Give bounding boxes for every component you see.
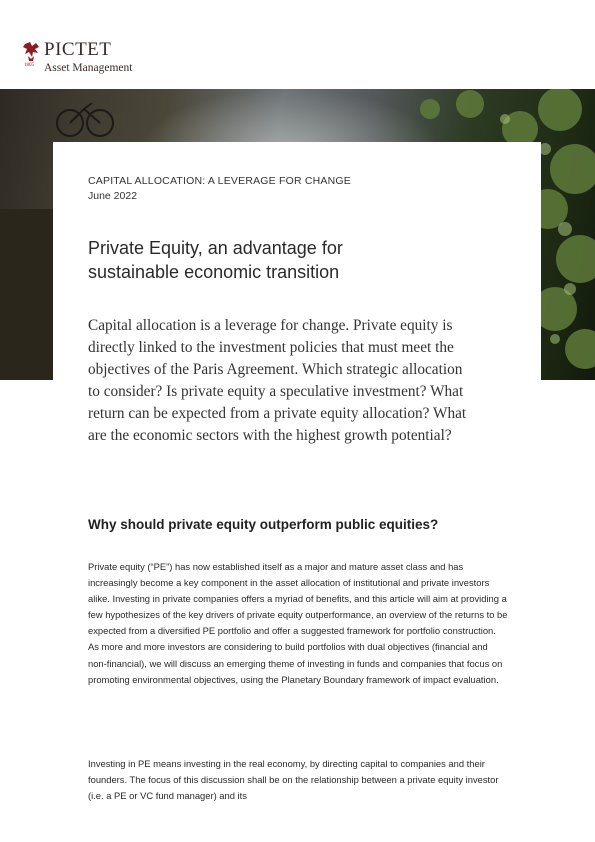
section-heading: Why should private equity outperform public equities?	[88, 517, 439, 532]
body-paragraph: Investing in PE means investing in the real economy, by directing capital to companies and their founders. The focus of this discussion shall be on the relationship between a private equity investor (i.e. a PE or VC fund manager) and its	[88, 758, 499, 802]
lead-paragraph: Capital allocation is a leverage for change. Private equity is directly linked to the investment policies that must meet the objectives of the Paris Agreement. Which strategic allocation to consider? Is private equity a speculative investment? What return can be expected from a private equity allocation? What are the economic sectors with the highest growth potential?	[88, 317, 467, 444]
report-series-label: CAPITAL ALLOCATION: A LEVERAGE FOR CHANGE	[88, 175, 351, 187]
brand-name: PICTET	[44, 39, 112, 60]
page-title: Private Equity, an advantage for sustainable economic transition	[88, 238, 343, 282]
brand-year: 1805	[24, 63, 34, 68]
publication-date: June 2022	[88, 190, 138, 202]
pictet-logo	[22, 40, 182, 80]
body-paragraph: Private equity (“PE”) has now established itself as a major and mature asset class and has increasingly become a key component in the asset allocation of institutional and private investors alike. Investing in private companies offers a myriad of benefits, and this article will aim at providing a few hypothesizes of the key drivers of private equity outperformance, an overview of the returns to be expected from a diversified PE portfolio and offer a suggested framework for portfolio construction. As more and more investors are considering to build portfolios with dual objectives (financial and non-financial), we will discuss an emerging theme of investing in funds and companies that focus on promoting environmental objectives, using the Planetary Boundary framework of impact evaluation.	[88, 561, 508, 685]
brand-division: Asset Management	[44, 62, 133, 74]
